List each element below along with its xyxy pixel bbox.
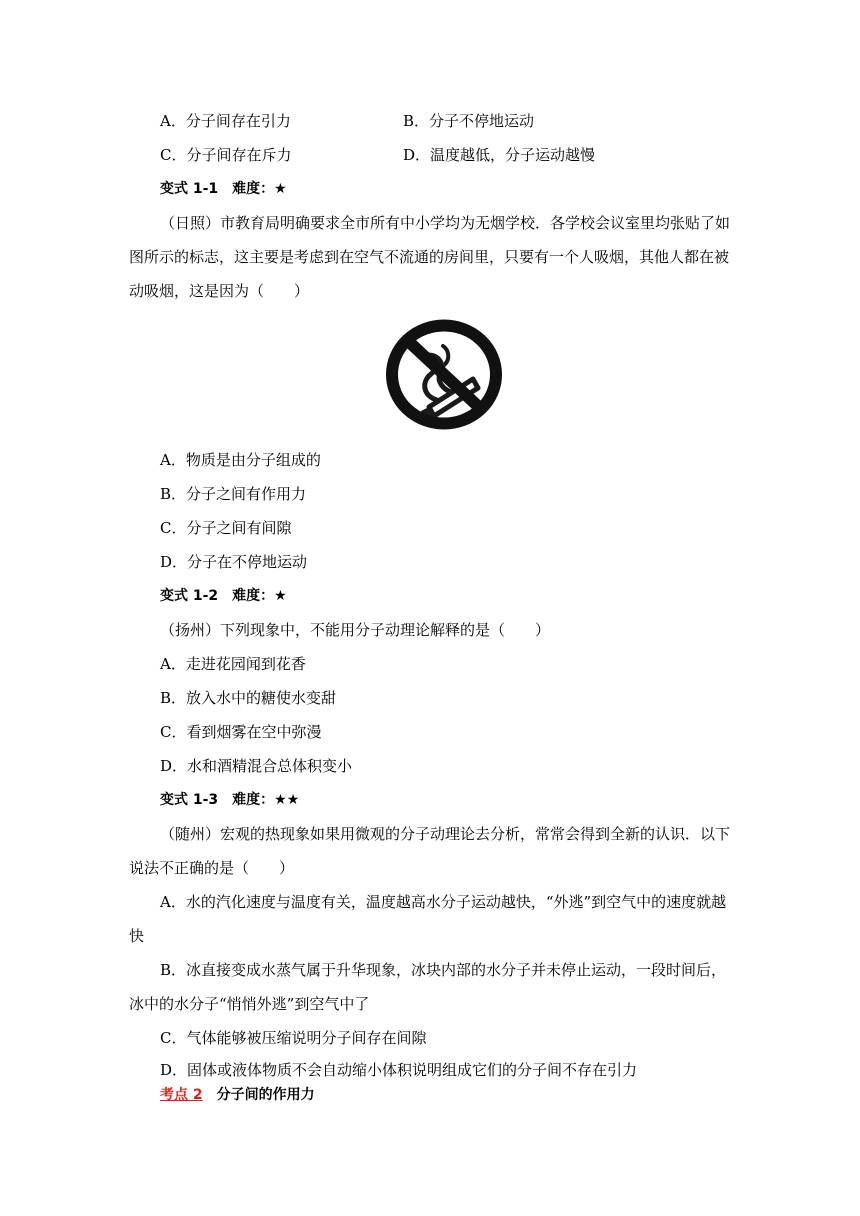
option-c: C．分子间存在斥力 [160,146,292,164]
variant3-option-a-cont: 快 [129,927,145,945]
variant2-option-b: B．放入水中的糖使水变甜 [160,689,337,707]
variant3-option-c: C．气体能够被压缩说明分子间存在间隙 [160,1029,427,1047]
variant2-option-c: C．看到烟雾在空中弥漫 [160,723,322,741]
variant-heading: 变式 1-3 难度：★★ [160,792,300,808]
section-title: 分子间的作用力 [216,1087,315,1103]
variant2-option-a: A．走进花园闻到花香 [160,655,306,673]
option-a: A．分子间存在引力 [160,112,291,130]
question-stem: 说法不正确的是（ ） [129,859,295,877]
section-tag: 考点 2 [160,1087,203,1103]
variant1-option-a: A．物质是由分子组成的 [160,451,321,469]
option-d: D．温度越低，分子运动越慢 [403,146,596,164]
question-stem: （日照）市教育局明确要求全市所有中小学均为无烟学校．各学校会议室里均张贴了如 [160,214,731,232]
variant3-option-b: B．冰直接变成水蒸气属于升华现象，冰块内部的水分子并未停止运动，一段时间后， [160,961,727,979]
variant2-option-d: D．水和酒精混合总体积变小 [160,757,353,775]
variant1-option-d: D．分子在不停地运动 [160,553,308,571]
variant-heading: 变式 1-1 难度：★ [160,181,287,197]
variant1-option-b: B．分子之间有作用力 [160,485,307,503]
variant3-option-d: D．固体或液体物质不会自动缩小体积说明组成它们的分子间不存在引力 [160,1061,638,1079]
variant-heading: 变式 1-2 难度：★ [160,588,287,604]
question-stem: 图所示的标志，这主要是考虑到在空气不流通的房间里，只要有一个人吸烟，其他人都在被 [129,248,730,266]
variant1-option-c: C．分子之间有间隙 [160,519,292,537]
question-stem: （随州）宏观的热现象如果用微观的分子动理论去分析，常常会得到全新的认识．以下 [160,825,731,843]
section-heading [160,1085,315,1105]
variant3-option-b-cont: 冰中的水分子“悄悄外逃”到空气中了 [129,995,370,1013]
option-b: B．分子不停地运动 [403,112,535,130]
question-stem: （扬州）下列现象中，不能用分子动理论解释的是（ ） [160,621,551,639]
variant3-option-a: A．水的汽化速度与温度有关，温度越高水分子运动越快，“外逃”到空气中的速度就越 [160,893,727,911]
question-stem: 动吸烟，这是因为（ ） [129,282,310,300]
no-smoking-icon [385,318,503,431]
